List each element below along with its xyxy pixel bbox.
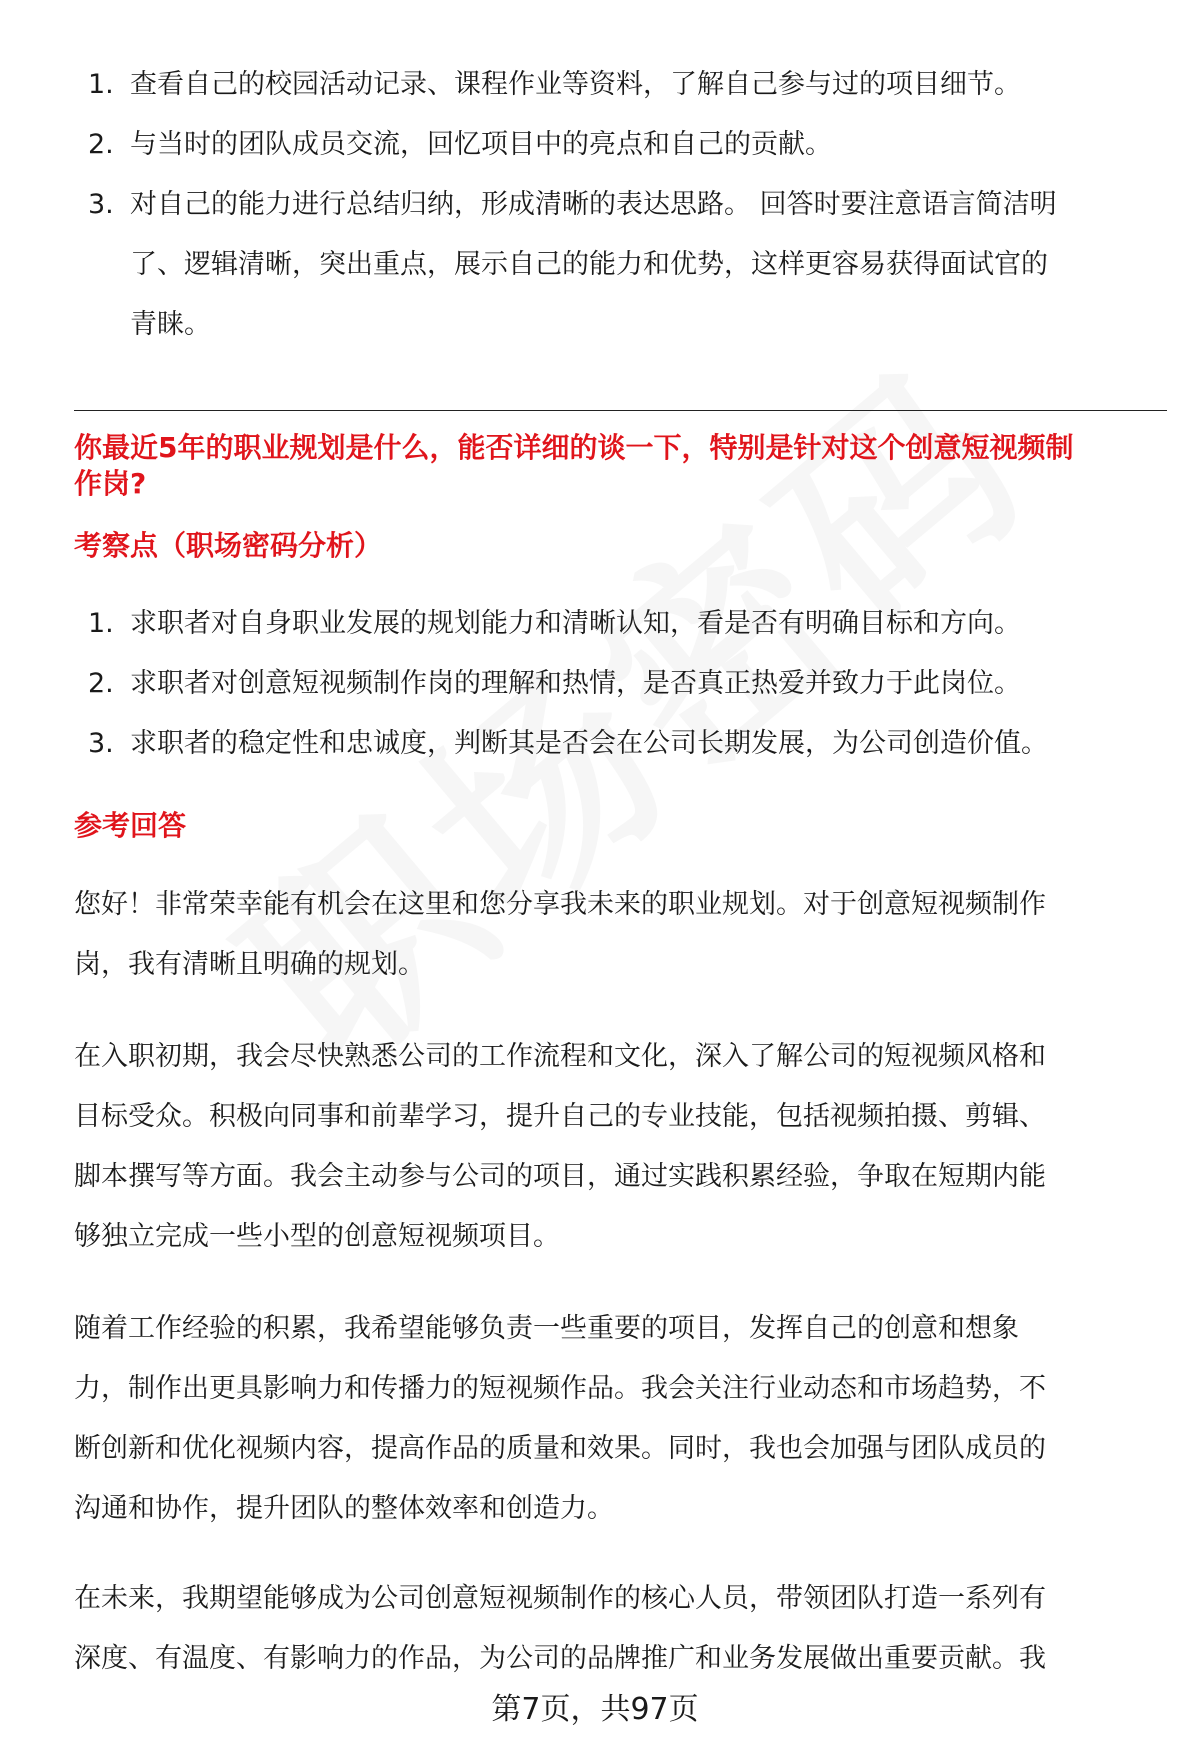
- paragraph-line: 沟通和协作，提升团队的整体效率和创造力。: [74, 1493, 614, 1524]
- list-text: 青睐。: [130, 309, 211, 340]
- question-line: 作岗?: [74, 467, 147, 500]
- answer-heading: 参考回答: [74, 809, 187, 842]
- answer-paragraph: [74, 1027, 1166, 1267]
- exam-points-heading: 考察点（职场密码分析）: [74, 529, 383, 562]
- answer-paragraph: [74, 1569, 1166, 1689]
- list-text: 了、逻辑清晰，突出重点，展示自己的能力和优势，这样更容易获得面试官的: [130, 249, 1048, 280]
- list-text: 求职者对创意短视频制作岗的理解和热情，是否真正热爱并致力于此岗位。: [130, 668, 1021, 699]
- paragraph-line: 岗，我有清晰且明确的规划。: [74, 949, 425, 980]
- list-number: 2.: [88, 129, 114, 160]
- list-number: 3.: [88, 189, 114, 220]
- list-number: 1.: [88, 608, 114, 639]
- paragraph-line: 深度、有温度、有影响力的作品，为公司的品牌推广和业务发展做出重要贡献。我: [74, 1643, 1046, 1674]
- paragraph-line: 随着工作经验的积累，我希望能够负责一些重要的项目，发挥自己的创意和想象: [74, 1313, 1019, 1344]
- paragraph-line: 在未来，我期望能够成为公司创意短视频制作的核心人员，带领团队打造一系列有: [74, 1583, 1046, 1614]
- answer-paragraph: [74, 1299, 1166, 1539]
- paragraph-line: 断创新和优化视频内容，提高作品的质量和效果。同时，我也会加强与团队成员的: [74, 1433, 1046, 1464]
- paragraph-line: 您好！非常荣幸能有机会在这里和您分享我未来的职业规划。对于创意短视频制作: [74, 889, 1046, 920]
- paragraph-line: 目标受众。积极向同事和前辈学习，提升自己的专业技能，包括视频拍摄、剪辑、: [74, 1101, 1046, 1132]
- paragraph-line: 在入职初期，我会尽快熟悉公司的工作流程和文化，深入了解公司的短视频风格和: [74, 1041, 1046, 1072]
- answer-paragraph: [74, 875, 1166, 995]
- paragraph-line: 够独立完成一些小型的创意短视频项目。: [74, 1221, 560, 1252]
- question-heading: [74, 430, 1164, 502]
- paragraph-line: 力，制作出更具影响力和传播力的短视频作品。我会关注行业动态和市场趋势，不: [74, 1373, 1046, 1404]
- list-number: 1.: [88, 69, 114, 100]
- paragraph-line: 脚本撰写等方面。我会主动参与公司的项目，通过实践积累经验，争取在短期内能: [74, 1161, 1046, 1192]
- list-text: 与当时的团队成员交流，回忆项目中的亮点和自己的贡献。: [130, 129, 832, 160]
- page-number-footer: 第7页，共97页: [491, 1692, 699, 1727]
- list-number: 3.: [88, 728, 114, 759]
- list-text: 对自己的能力进行总结归纳，形成清晰的表达思路。 回答时要注意语言简洁明: [130, 189, 1057, 220]
- list-text: 求职者对自身职业发展的规划能力和清晰认知，看是否有明确目标和方向。: [130, 608, 1021, 639]
- question-line: 你最近5年的职业规划是什么，能否详细的谈一下，特别是针对这个创意短视频制: [74, 431, 1074, 464]
- list-number: 2.: [88, 668, 114, 699]
- section-divider: [74, 410, 1167, 411]
- list-text: 求职者的稳定性和忠诚度，判断其是否会在公司长期发展，为公司创造价值。: [130, 728, 1048, 759]
- list-text: 查看自己的校园活动记录、课程作业等资料，了解自己参与过的项目细节。: [130, 69, 1021, 100]
